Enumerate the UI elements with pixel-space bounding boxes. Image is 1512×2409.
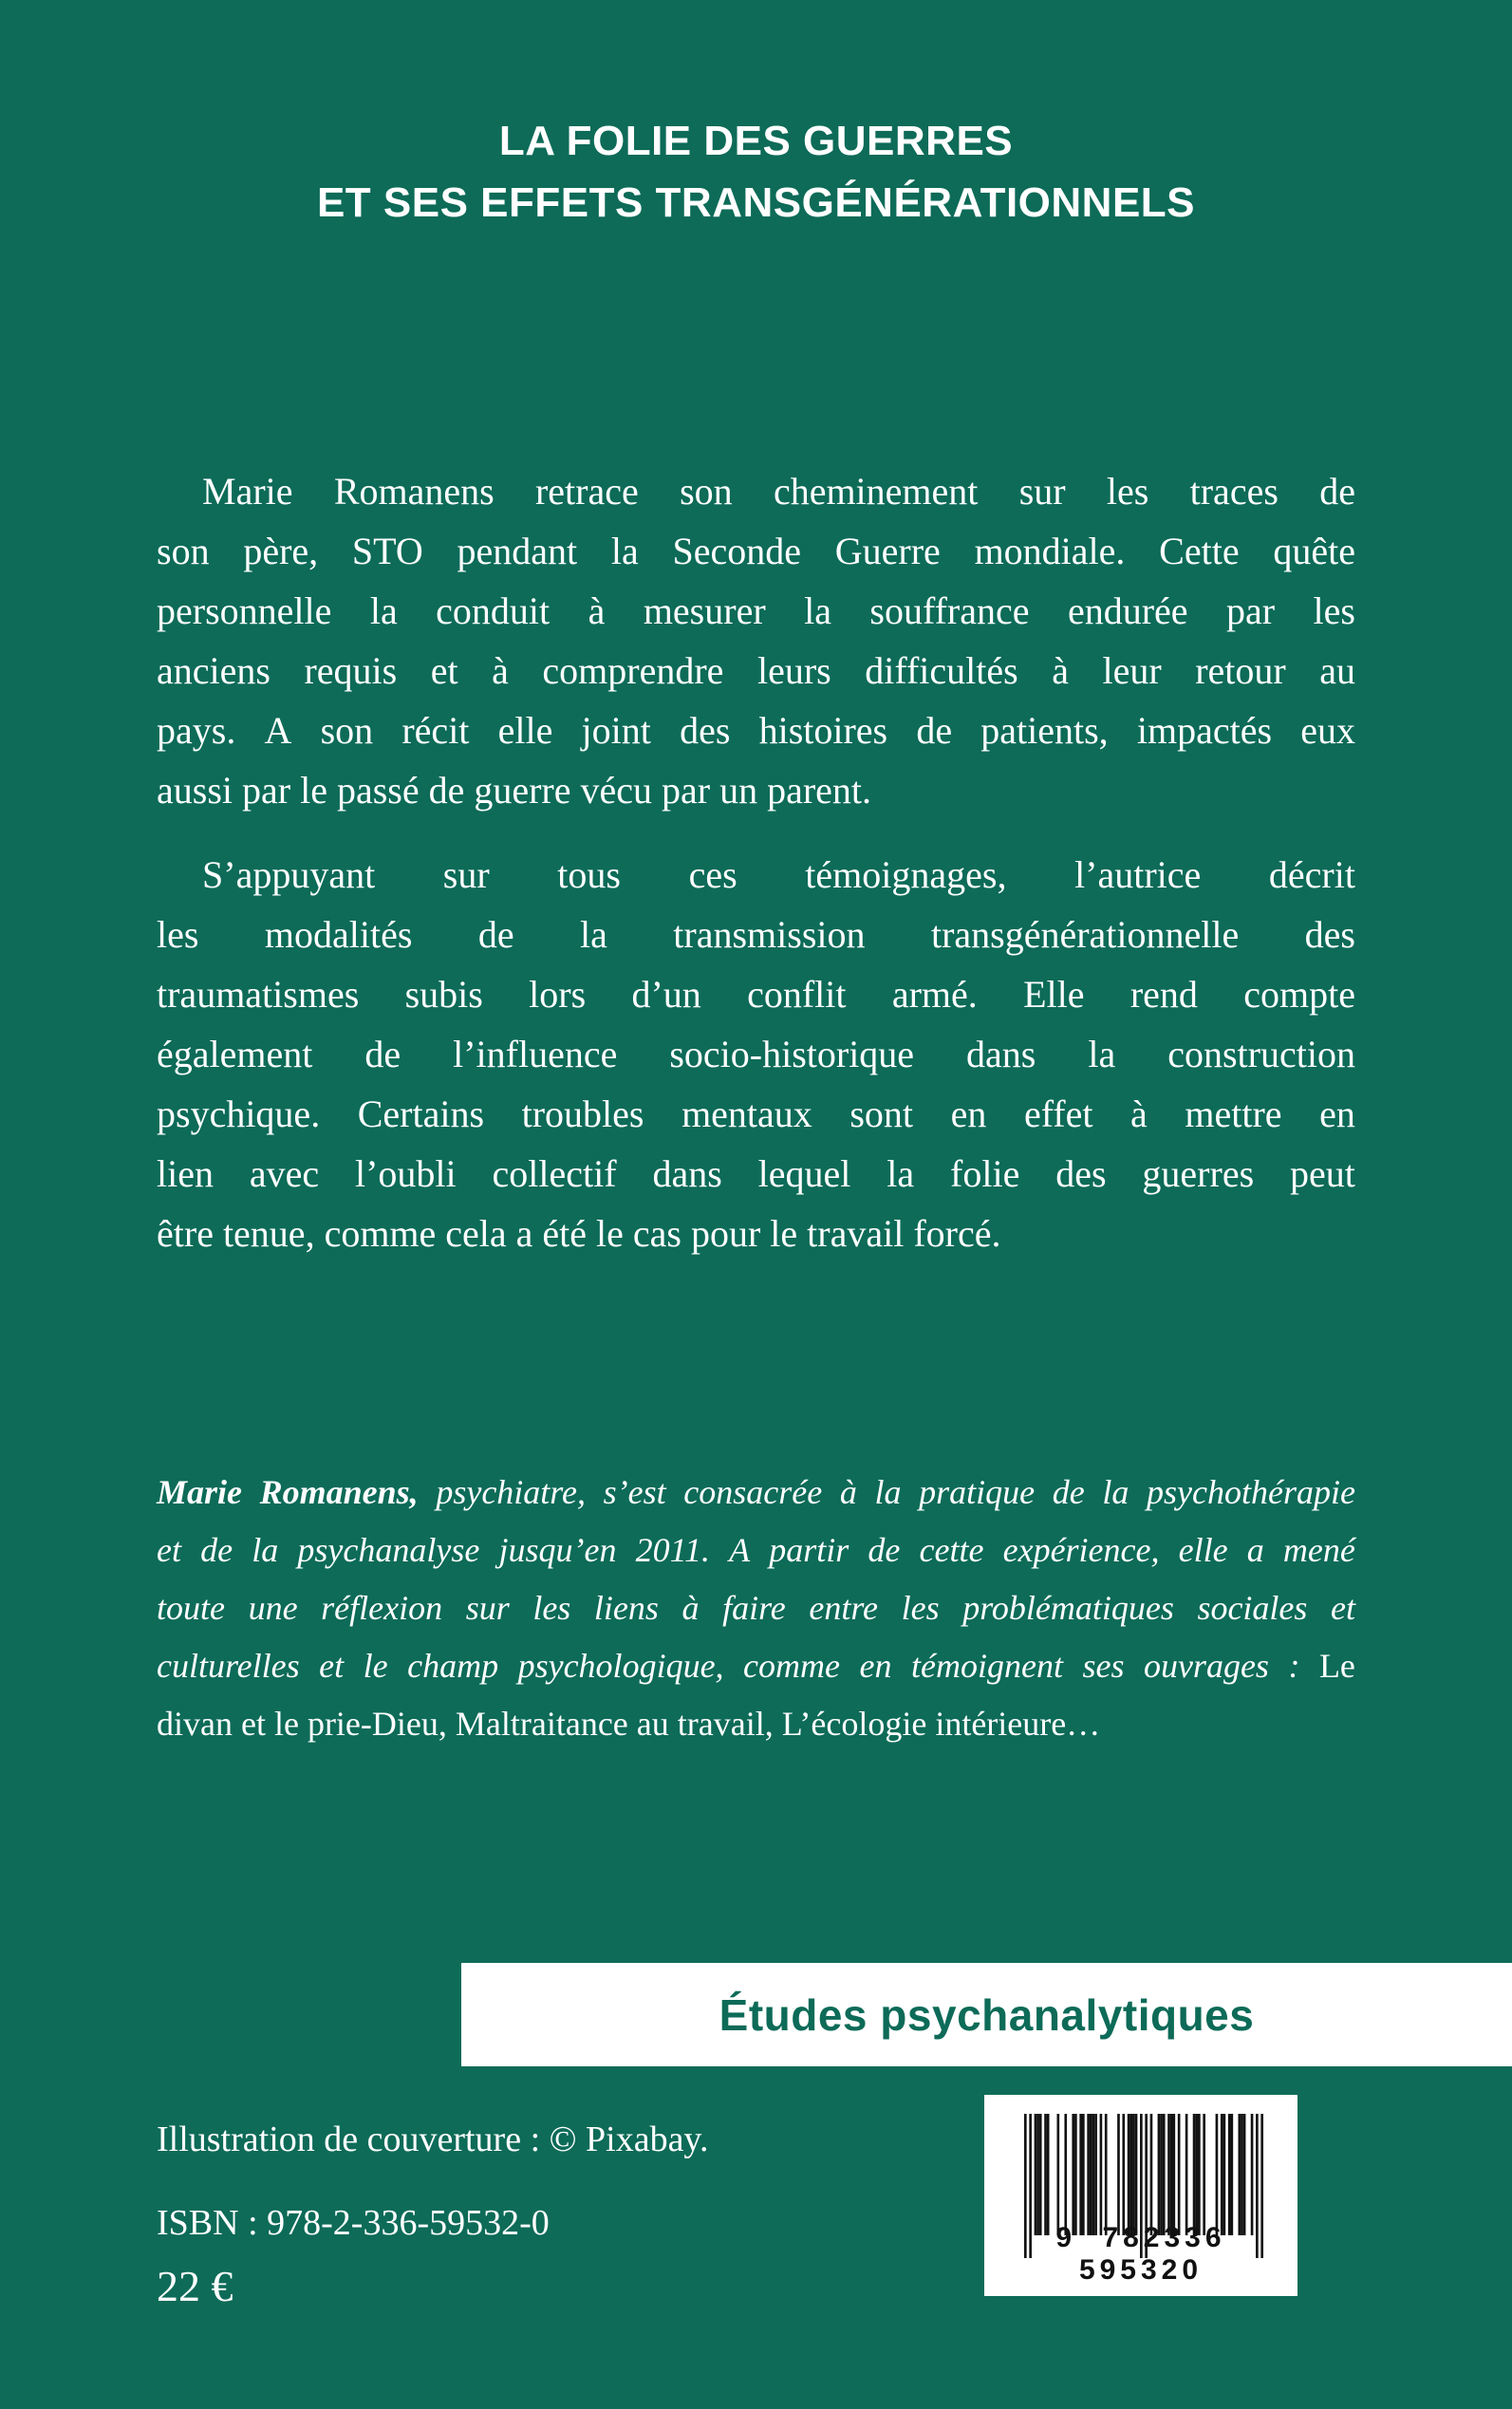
synopsis-paragraph-1: Marie Romanens retrace son cheminement sur les traces de son père, STO pendant la Seconde Guerre mondiale. Cette quête personnelle la conduit à mesurer la souffrance endurée par les anciens requis et à comprendre leurs difficultés à leur retour au pays. A son récit elle joint des histoires de patients, impactés eux aussi par le passé de guerre vécu par un parent. [157, 470, 1355, 812]
synopsis-paragraph-2: S’appuyant sur tous ces témoignages, l’autrice décrit les modalités de la transmission transgénérationnelle des traumatismes subis lors d’un conflit armé. Elle rend compte également de l’influence socio-historique dans la construction psychique. Certains troubles mentaux sont en effet à mettre en lien avec l’oubli collectif dans lequel la folie des guerres peut être tenue, comme cela a été le cas pour le travail forcé. [157, 853, 1355, 1255]
isbn: ISBN : 978-2-336-59532-0 [157, 2203, 550, 2243]
book-title [0, 110, 1512, 233]
cover-illustration-credit: Illustration de couverture : © Pixabay. [157, 2120, 709, 2159]
book-title-line-2: ET SES EFFETS TRANSGÉNÉRATIONNELS [316, 179, 1196, 226]
book-title-line-1: LA FOLIE DES GUERRES [498, 118, 1014, 164]
author-bio: Marie Romanens, psychiatre, s’est consacrée à la pratique de la psychothérapie et de la psychanalyse jusqu’en 2011. A partir de cette expérience, elle a mené toute une réflexion sur les liens à faire entre les problématiques sociales et culturelles et le champ psychologique, comme en témoignent ses ouvrages : Le divan et le prie-Dieu, Maltraitance au travail, L’écologie intérieure… [157, 1473, 1355, 1743]
collection-banner [461, 1963, 1512, 2066]
barcode [984, 2095, 1297, 2296]
barcode-digits: 9 782336 595320 [1055, 2222, 1226, 2286]
price: 22 € [157, 2262, 233, 2310]
collection-label: Études psychanalytiques [719, 1989, 1255, 2040]
synopsis [157, 461, 1355, 1263]
